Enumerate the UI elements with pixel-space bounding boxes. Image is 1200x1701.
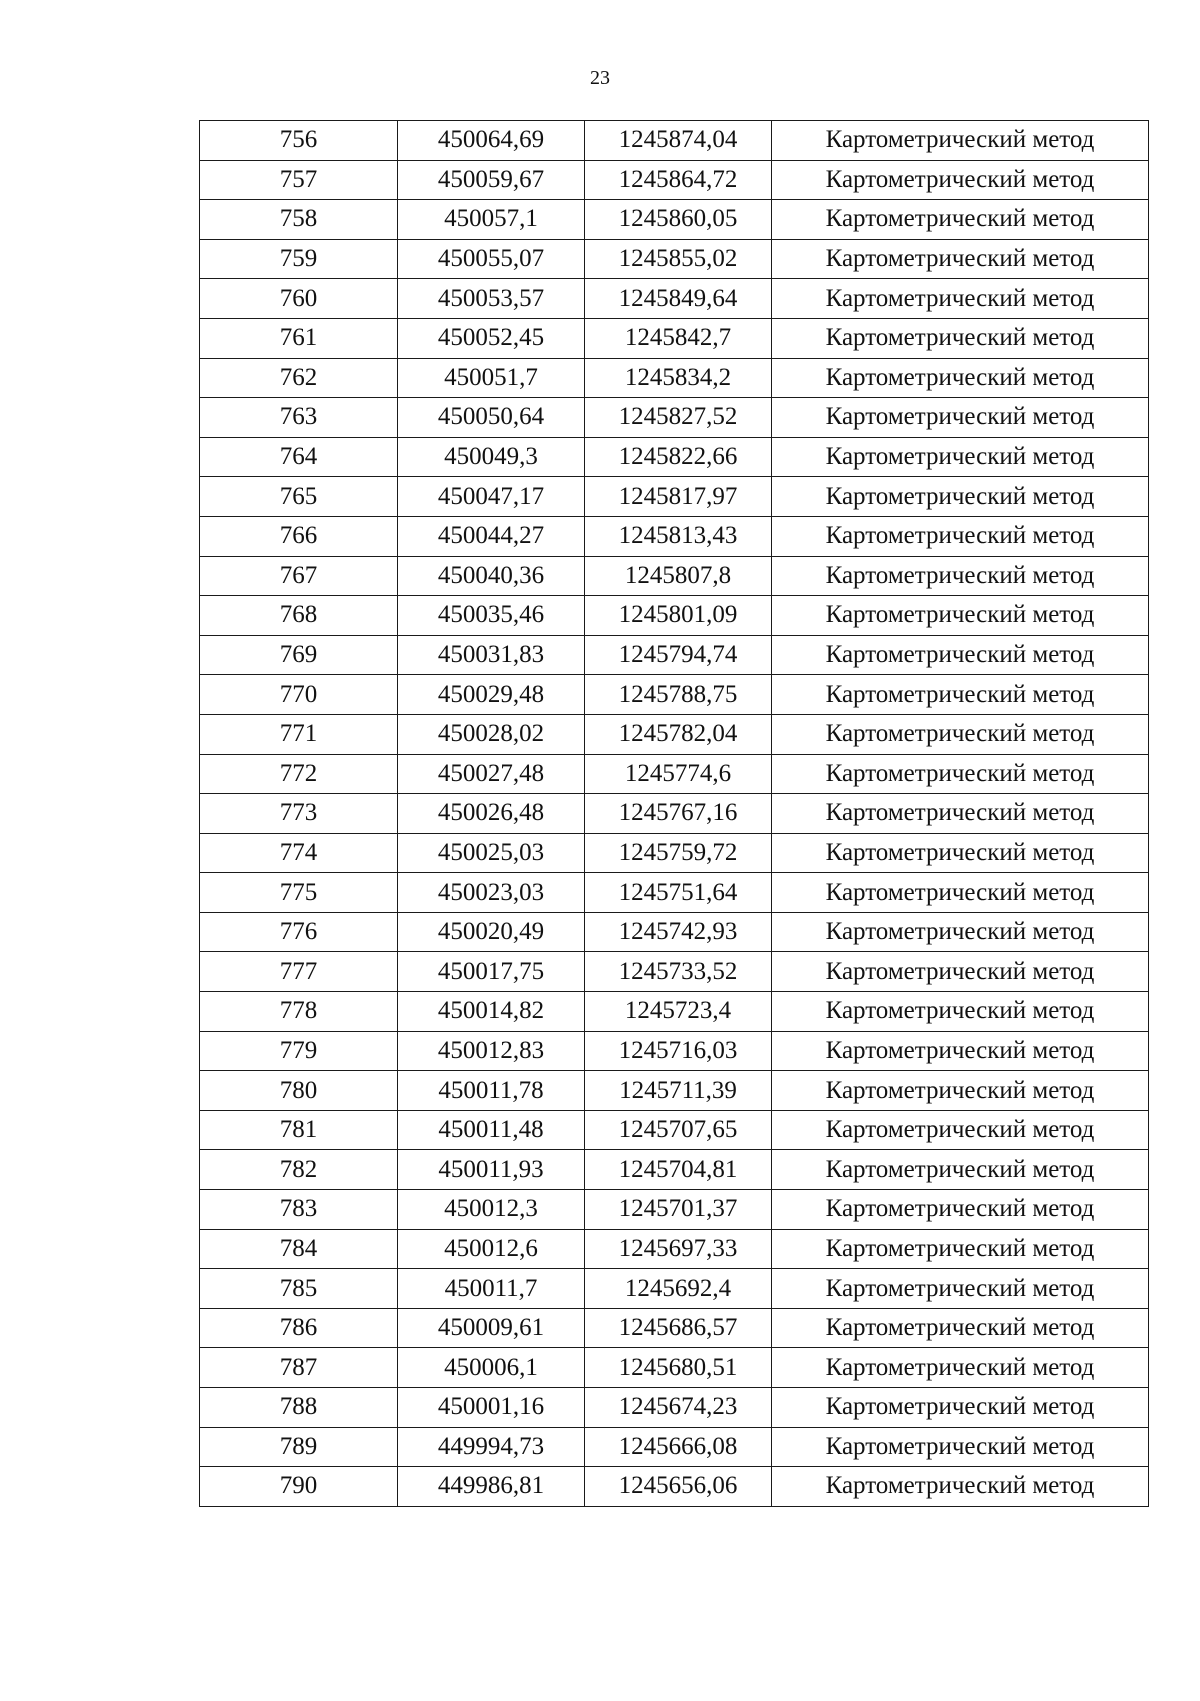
table-row <box>200 516 1149 556</box>
table-row <box>200 1031 1149 1071</box>
method-cell: Картометрический метод <box>772 1150 1149 1190</box>
method-cell: Картометрический метод <box>772 912 1149 952</box>
method-cell: Картометрический метод <box>772 1269 1149 1309</box>
table-row <box>200 1110 1149 1150</box>
x-coordinate-cell: 450025,03 <box>398 833 585 873</box>
table-row <box>200 437 1149 477</box>
table-row <box>200 714 1149 754</box>
x-coordinate-cell: 450057,1 <box>398 200 585 240</box>
point-number-cell: 772 <box>200 754 398 794</box>
point-number-cell: 766 <box>200 516 398 556</box>
y-coordinate-cell: 1245697,33 <box>585 1229 772 1269</box>
x-coordinate-cell: 450028,02 <box>398 714 585 754</box>
x-coordinate-cell: 450059,67 <box>398 160 585 200</box>
x-coordinate-cell: 450051,7 <box>398 358 585 398</box>
x-coordinate-cell: 450031,83 <box>398 635 585 675</box>
y-coordinate-cell: 1245801,09 <box>585 596 772 636</box>
point-number-cell: 767 <box>200 556 398 596</box>
table-row <box>200 1269 1149 1309</box>
method-cell: Картометрический метод <box>772 873 1149 913</box>
x-coordinate-cell: 450035,46 <box>398 596 585 636</box>
point-number-cell: 758 <box>200 200 398 240</box>
y-coordinate-cell: 1245716,03 <box>585 1031 772 1071</box>
method-cell: Картометрический метод <box>772 516 1149 556</box>
table-row <box>200 912 1149 952</box>
x-coordinate-cell: 450012,83 <box>398 1031 585 1071</box>
point-number-cell: 765 <box>200 477 398 517</box>
y-coordinate-cell: 1245860,05 <box>585 200 772 240</box>
method-cell: Картометрический метод <box>772 160 1149 200</box>
y-coordinate-cell: 1245788,75 <box>585 675 772 715</box>
x-coordinate-cell: 450020,49 <box>398 912 585 952</box>
x-coordinate-cell: 450011,48 <box>398 1110 585 1150</box>
y-coordinate-cell: 1245674,23 <box>585 1388 772 1428</box>
table-row <box>200 754 1149 794</box>
y-coordinate-cell: 1245742,93 <box>585 912 772 952</box>
y-coordinate-cell: 1245782,04 <box>585 714 772 754</box>
method-cell: Картометрический метод <box>772 833 1149 873</box>
y-coordinate-cell: 1245767,16 <box>585 794 772 834</box>
y-coordinate-cell: 1245707,65 <box>585 1110 772 1150</box>
table-row <box>200 833 1149 873</box>
point-number-cell: 761 <box>200 318 398 358</box>
table-row <box>200 200 1149 240</box>
method-cell: Картометрический метод <box>772 714 1149 754</box>
table-row <box>200 1388 1149 1428</box>
y-coordinate-cell: 1245794,74 <box>585 635 772 675</box>
point-number-cell: 789 <box>200 1427 398 1467</box>
y-coordinate-cell: 1245827,52 <box>585 398 772 438</box>
table-row <box>200 596 1149 636</box>
point-number-cell: 785 <box>200 1269 398 1309</box>
y-coordinate-cell: 1245704,81 <box>585 1150 772 1190</box>
x-coordinate-cell: 450009,61 <box>398 1308 585 1348</box>
x-coordinate-cell: 450055,07 <box>398 239 585 279</box>
table-row <box>200 1229 1149 1269</box>
point-number-cell: 774 <box>200 833 398 873</box>
point-number-cell: 763 <box>200 398 398 438</box>
point-number-cell: 786 <box>200 1308 398 1348</box>
point-number-cell: 777 <box>200 952 398 992</box>
method-cell: Картометрический метод <box>772 318 1149 358</box>
y-coordinate-cell: 1245692,4 <box>585 1269 772 1309</box>
table-row <box>200 318 1149 358</box>
method-cell: Картометрический метод <box>772 1427 1149 1467</box>
point-number-cell: 757 <box>200 160 398 200</box>
x-coordinate-cell: 450040,36 <box>398 556 585 596</box>
table-row <box>200 1308 1149 1348</box>
x-coordinate-cell: 450023,03 <box>398 873 585 913</box>
coordinates-table-body <box>200 121 1149 1507</box>
point-number-cell: 784 <box>200 1229 398 1269</box>
point-number-cell: 760 <box>200 279 398 319</box>
point-number-cell: 769 <box>200 635 398 675</box>
method-cell: Картометрический метод <box>772 1190 1149 1230</box>
table-row <box>200 239 1149 279</box>
method-cell: Картометрический метод <box>772 121 1149 161</box>
page-number: 23 <box>590 67 610 89</box>
y-coordinate-cell: 1245751,64 <box>585 873 772 913</box>
method-cell: Картометрический метод <box>772 1348 1149 1388</box>
point-number-cell: 773 <box>200 794 398 834</box>
y-coordinate-cell: 1245817,97 <box>585 477 772 517</box>
y-coordinate-cell: 1245711,39 <box>585 1071 772 1111</box>
method-cell: Картометрический метод <box>772 754 1149 794</box>
method-cell: Картометрический метод <box>772 200 1149 240</box>
point-number-cell: 782 <box>200 1150 398 1190</box>
method-cell: Картометрический метод <box>772 398 1149 438</box>
table-row <box>200 873 1149 913</box>
point-number-cell: 781 <box>200 1110 398 1150</box>
x-coordinate-cell: 449994,73 <box>398 1427 585 1467</box>
method-cell: Картометрический метод <box>772 239 1149 279</box>
table-row <box>200 398 1149 438</box>
table-row <box>200 635 1149 675</box>
method-cell: Картометрический метод <box>772 477 1149 517</box>
method-cell: Картометрический метод <box>772 1229 1149 1269</box>
method-cell: Картометрический метод <box>772 556 1149 596</box>
x-coordinate-cell: 450064,69 <box>398 121 585 161</box>
y-coordinate-cell: 1245723,4 <box>585 992 772 1032</box>
method-cell: Картометрический метод <box>772 952 1149 992</box>
y-coordinate-cell: 1245686,57 <box>585 1308 772 1348</box>
x-coordinate-cell: 450026,48 <box>398 794 585 834</box>
y-coordinate-cell: 1245834,2 <box>585 358 772 398</box>
y-coordinate-cell: 1245733,52 <box>585 952 772 992</box>
table-row <box>200 477 1149 517</box>
table-row <box>200 952 1149 992</box>
x-coordinate-cell: 450012,3 <box>398 1190 585 1230</box>
x-coordinate-cell: 450001,16 <box>398 1388 585 1428</box>
table-row <box>200 556 1149 596</box>
method-cell: Картометрический метод <box>772 596 1149 636</box>
table-row <box>200 160 1149 200</box>
x-coordinate-cell: 450011,78 <box>398 1071 585 1111</box>
point-number-cell: 775 <box>200 873 398 913</box>
table-row <box>200 992 1149 1032</box>
point-number-cell: 778 <box>200 992 398 1032</box>
method-cell: Картометрический метод <box>772 1308 1149 1348</box>
method-cell: Картометрический метод <box>772 794 1149 834</box>
method-cell: Картометрический метод <box>772 1388 1149 1428</box>
point-number-cell: 779 <box>200 1031 398 1071</box>
method-cell: Картометрический метод <box>772 279 1149 319</box>
table-row <box>200 1071 1149 1111</box>
y-coordinate-cell: 1245656,06 <box>585 1467 772 1507</box>
x-coordinate-cell: 450053,57 <box>398 279 585 319</box>
y-coordinate-cell: 1245774,6 <box>585 754 772 794</box>
y-coordinate-cell: 1245842,7 <box>585 318 772 358</box>
y-coordinate-cell: 1245822,66 <box>585 437 772 477</box>
x-coordinate-cell: 450011,7 <box>398 1269 585 1309</box>
table-row <box>200 794 1149 834</box>
point-number-cell: 756 <box>200 121 398 161</box>
point-number-cell: 764 <box>200 437 398 477</box>
x-coordinate-cell: 450029,48 <box>398 675 585 715</box>
y-coordinate-cell: 1245759,72 <box>585 833 772 873</box>
x-coordinate-cell: 450047,17 <box>398 477 585 517</box>
x-coordinate-cell: 450017,75 <box>398 952 585 992</box>
method-cell: Картометрический метод <box>772 358 1149 398</box>
point-number-cell: 780 <box>200 1071 398 1111</box>
x-coordinate-cell: 450050,64 <box>398 398 585 438</box>
point-number-cell: 783 <box>200 1190 398 1230</box>
y-coordinate-cell: 1245864,72 <box>585 160 772 200</box>
y-coordinate-cell: 1245807,8 <box>585 556 772 596</box>
x-coordinate-cell: 450014,82 <box>398 992 585 1032</box>
coordinates-table <box>199 120 1149 1507</box>
x-coordinate-cell: 450052,45 <box>398 318 585 358</box>
x-coordinate-cell: 450027,48 <box>398 754 585 794</box>
table-row <box>200 1190 1149 1230</box>
method-cell: Картометрический метод <box>772 635 1149 675</box>
point-number-cell: 790 <box>200 1467 398 1507</box>
y-coordinate-cell: 1245666,08 <box>585 1427 772 1467</box>
point-number-cell: 788 <box>200 1388 398 1428</box>
x-coordinate-cell: 450006,1 <box>398 1348 585 1388</box>
point-number-cell: 768 <box>200 596 398 636</box>
x-coordinate-cell: 449986,81 <box>398 1467 585 1507</box>
y-coordinate-cell: 1245680,51 <box>585 1348 772 1388</box>
point-number-cell: 787 <box>200 1348 398 1388</box>
x-coordinate-cell: 450011,93 <box>398 1150 585 1190</box>
y-coordinate-cell: 1245874,04 <box>585 121 772 161</box>
x-coordinate-cell: 450012,6 <box>398 1229 585 1269</box>
table-row <box>200 121 1149 161</box>
table-row <box>200 1467 1149 1507</box>
method-cell: Картометрический метод <box>772 1110 1149 1150</box>
table-row <box>200 358 1149 398</box>
y-coordinate-cell: 1245701,37 <box>585 1190 772 1230</box>
table-row <box>200 1150 1149 1190</box>
y-coordinate-cell: 1245855,02 <box>585 239 772 279</box>
point-number-cell: 770 <box>200 675 398 715</box>
table-row <box>200 1348 1149 1388</box>
point-number-cell: 762 <box>200 358 398 398</box>
method-cell: Картометрический метод <box>772 1031 1149 1071</box>
method-cell: Картометрический метод <box>772 1467 1149 1507</box>
point-number-cell: 771 <box>200 714 398 754</box>
x-coordinate-cell: 450044,27 <box>398 516 585 556</box>
table-row <box>200 279 1149 319</box>
method-cell: Картометрический метод <box>772 1071 1149 1111</box>
method-cell: Картометрический метод <box>772 437 1149 477</box>
method-cell: Картометрический метод <box>772 992 1149 1032</box>
table-row <box>200 1427 1149 1467</box>
y-coordinate-cell: 1245813,43 <box>585 516 772 556</box>
point-number-cell: 759 <box>200 239 398 279</box>
y-coordinate-cell: 1245849,64 <box>585 279 772 319</box>
point-number-cell: 776 <box>200 912 398 952</box>
x-coordinate-cell: 450049,3 <box>398 437 585 477</box>
table-row <box>200 675 1149 715</box>
method-cell: Картометрический метод <box>772 675 1149 715</box>
